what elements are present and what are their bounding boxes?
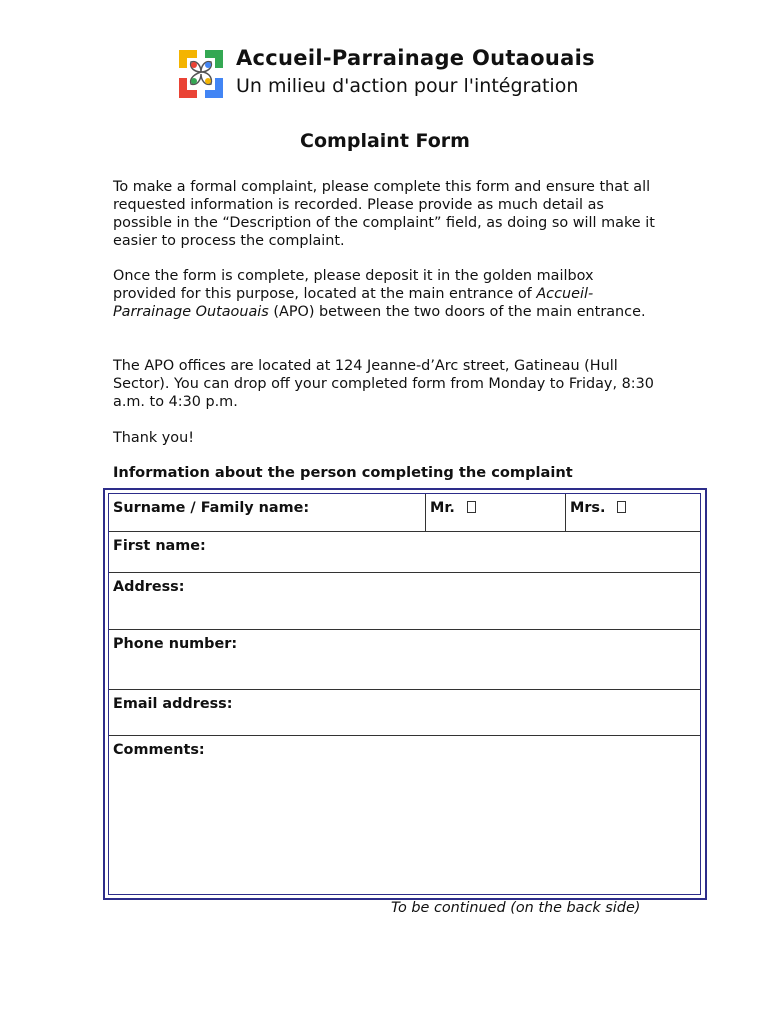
surname-row[interactable] <box>109 494 700 532</box>
mr-option[interactable] <box>430 500 476 516</box>
intro-paragraph-3: The APO offices are located at 124 Jeanne-d’Arc street, Gatineau (Hull Sector). You can drop off your completed form from Monday to Friday, 8:30 a.m. to 4:30 p.m. <box>113 358 654 410</box>
address-field[interactable] <box>109 573 700 630</box>
intro-paragraph-2-text-b: (APO) between the two doors of the main entrance. <box>268 304 646 320</box>
intro-paragraph-2 <box>113 267 658 321</box>
form-title: Complaint Form <box>300 130 470 152</box>
mr-checkbox[interactable] <box>467 501 476 513</box>
comments-field[interactable] <box>109 736 700 893</box>
org-name-italic: Accueil-Parrainage Outaouais <box>113 286 594 320</box>
email-label: Email address: <box>113 696 233 712</box>
mrs-checkbox[interactable] <box>617 501 626 513</box>
section-heading: Information about the person completing the complaint <box>113 464 573 481</box>
first-name-field[interactable] <box>109 532 700 573</box>
comments-label: Comments: <box>113 742 205 758</box>
mrs-label: Mrs. <box>570 500 606 516</box>
cell-divider <box>425 494 426 531</box>
first-name-label: First name: <box>113 538 206 554</box>
intro-paragraph-2-text-a: Once the form is complete, please deposit it in the golden mailbox provided for this purpose, located at the main entrance of <box>113 268 594 302</box>
cell-divider <box>565 494 566 531</box>
intro-paragraph-1: To make a formal complaint, please complete this form and ensure that all requested information is recorded. Please provide as much detail as possible in the “Description of the complaint” field, as doing so will make it easier to process the complaint. <box>113 179 655 249</box>
phone-label: Phone number: <box>113 636 238 652</box>
email-field[interactable] <box>109 690 700 736</box>
mr-label: Mr. <box>430 500 455 516</box>
thank-you-text: Thank you! <box>113 430 194 446</box>
surname-label: Surname / Family name: <box>113 500 310 516</box>
org-name: Accueil-Parrainage Outaouais <box>236 46 595 70</box>
org-tagline: Un milieu d'action pour l'intégration <box>236 75 579 97</box>
address-label: Address: <box>113 579 185 595</box>
apo-logo-icon <box>177 48 225 100</box>
continued-note: To be continued (on the back side) <box>391 900 641 916</box>
mrs-option[interactable] <box>570 500 626 516</box>
phone-field[interactable] <box>109 630 700 690</box>
header-logo <box>177 46 597 102</box>
